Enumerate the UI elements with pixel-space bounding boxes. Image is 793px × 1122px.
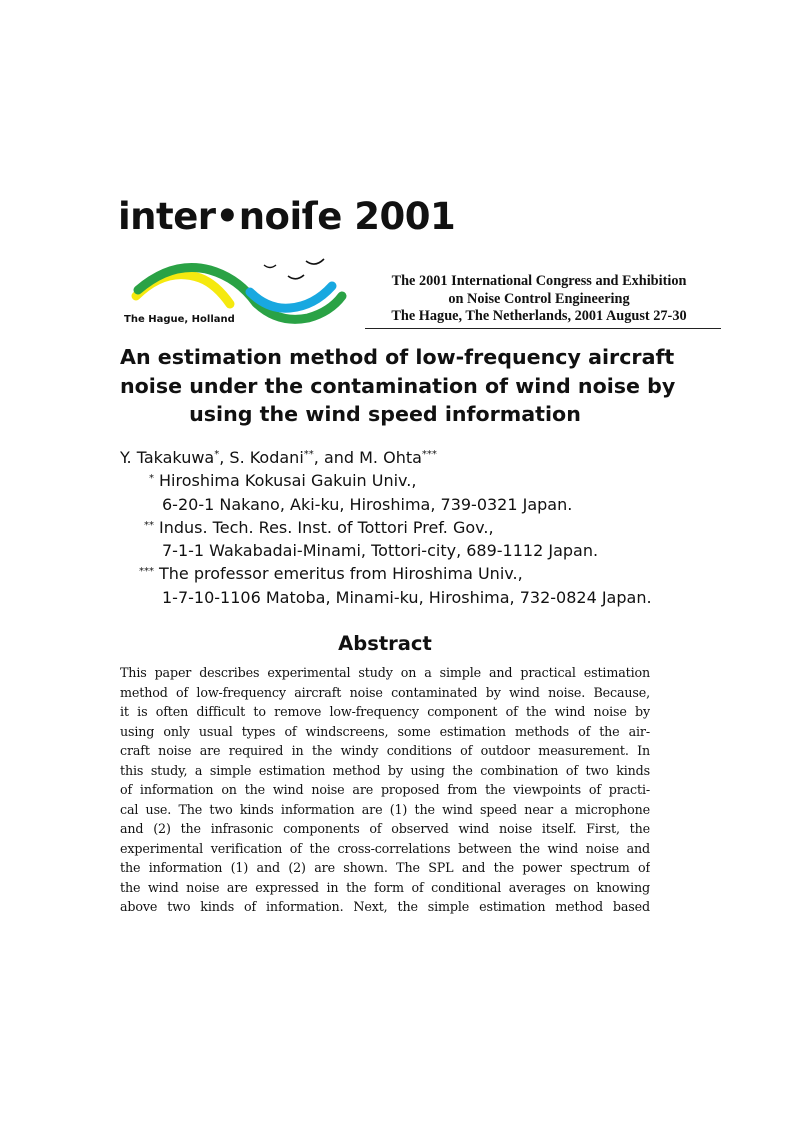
abstract-line: the information (1) and (2) are shown. The SPL and the power spectrum of (120, 860, 650, 875)
conference-line: The Hague, The Netherlands, 2001 August 27-30 (391, 308, 687, 324)
affiliation-org (120, 516, 652, 539)
conference-logo-place: The Hague, Holland (124, 314, 235, 325)
logo-small-arc-right (306, 259, 324, 264)
affiliation-org (120, 469, 652, 492)
logo-blue-wave (250, 286, 332, 308)
author-name: Y. Takakuwa (120, 448, 215, 467)
author-name: , S. Kodani (219, 448, 304, 467)
author-mark: ** (303, 449, 314, 460)
logo-small-arc-mid (288, 275, 304, 279)
abstract-line: the wind noise are expressed in the form of conditional averages on knowing (120, 879, 650, 895)
title-line: An estimation method of low-frequency aircraft (120, 345, 675, 369)
conference-header (362, 273, 716, 326)
paper-title (120, 343, 676, 429)
affiliation-address: 6-20-1 Nakano, Aki-ku, Hiroshima, 739-0321 Japan. (162, 494, 573, 514)
author-block (120, 446, 652, 609)
abstract-line: using only usual types of windscreens, some estimation methods of the air- (120, 723, 650, 739)
affiliation-org (120, 562, 652, 585)
abstract-line: method of low-frequency aircraft noise contaminated by wind noise. Because, (120, 684, 650, 700)
abstract-line: it is often difficult to remove low-frequency component of the wind noise by (120, 704, 650, 719)
abstract-heading: Abstract (338, 632, 432, 655)
affiliation-address: 7-1-1 Wakabadai-Minami, Tottori-city, 689-1112 Japan. (162, 541, 599, 561)
affiliation-org-text: The professor emeritus from Hiroshima Univ., (159, 564, 523, 584)
affiliation-mark: ** (144, 519, 154, 531)
affiliation-org-text: Hiroshima Kokusai Gakuin Univ., (159, 471, 417, 491)
affiliation-address: 1-7-10-1106 Matoba, Minami-ku, Hiroshima, 732-0824 Japan. (162, 587, 652, 607)
title-line: using the wind speed information (189, 402, 581, 426)
author-mark: * (214, 449, 220, 460)
abstract-line: above two kinds of information. Next, the simple estimation method based (120, 899, 650, 914)
abstract-line: and (2) the infrasonic components of observed wind noise itself. First, the (120, 821, 650, 836)
abstract-line: This paper describes experimental study on a simple and practical estimation (120, 665, 650, 680)
affiliation-mark: *** (139, 566, 154, 578)
abstract-line: craft noise are required in the windy conditions of outdoor measurement. In (120, 743, 650, 758)
title-line: noise under the contamination of wind noise by (120, 373, 676, 398)
abstract-body (120, 663, 650, 917)
abstract-line: cal use. The two kinds information are (1) the wind speed near a microphone (120, 801, 650, 817)
author-mark: *** (421, 449, 437, 460)
logo-small-arc-left (264, 265, 276, 268)
affiliation-org-text: Indus. Tech. Res. Inst. of Tottori Pref. Gov., (159, 517, 494, 537)
abstract-line: this study, a simple estimation method by using the combination of two kinds (120, 762, 650, 778)
abstract-line: of information on the wind noise are proposed from the viewpoints of practi- (120, 782, 650, 797)
abstract-line: experimental verification of the cross-correlations between the wind noise and (120, 840, 650, 856)
conference-line: The 2001 International Congress and Exhibition (391, 273, 687, 289)
author-name: , and M. Ohta (313, 448, 422, 467)
header-rule (365, 328, 721, 329)
logo-green-wave (138, 268, 342, 320)
conference-logo-wordmark: inter•noiſe 2001 (118, 195, 456, 238)
author-line (120, 446, 652, 469)
affiliation-mark: * (149, 473, 154, 485)
conference-line: on Noise Control Engineering (448, 290, 630, 307)
